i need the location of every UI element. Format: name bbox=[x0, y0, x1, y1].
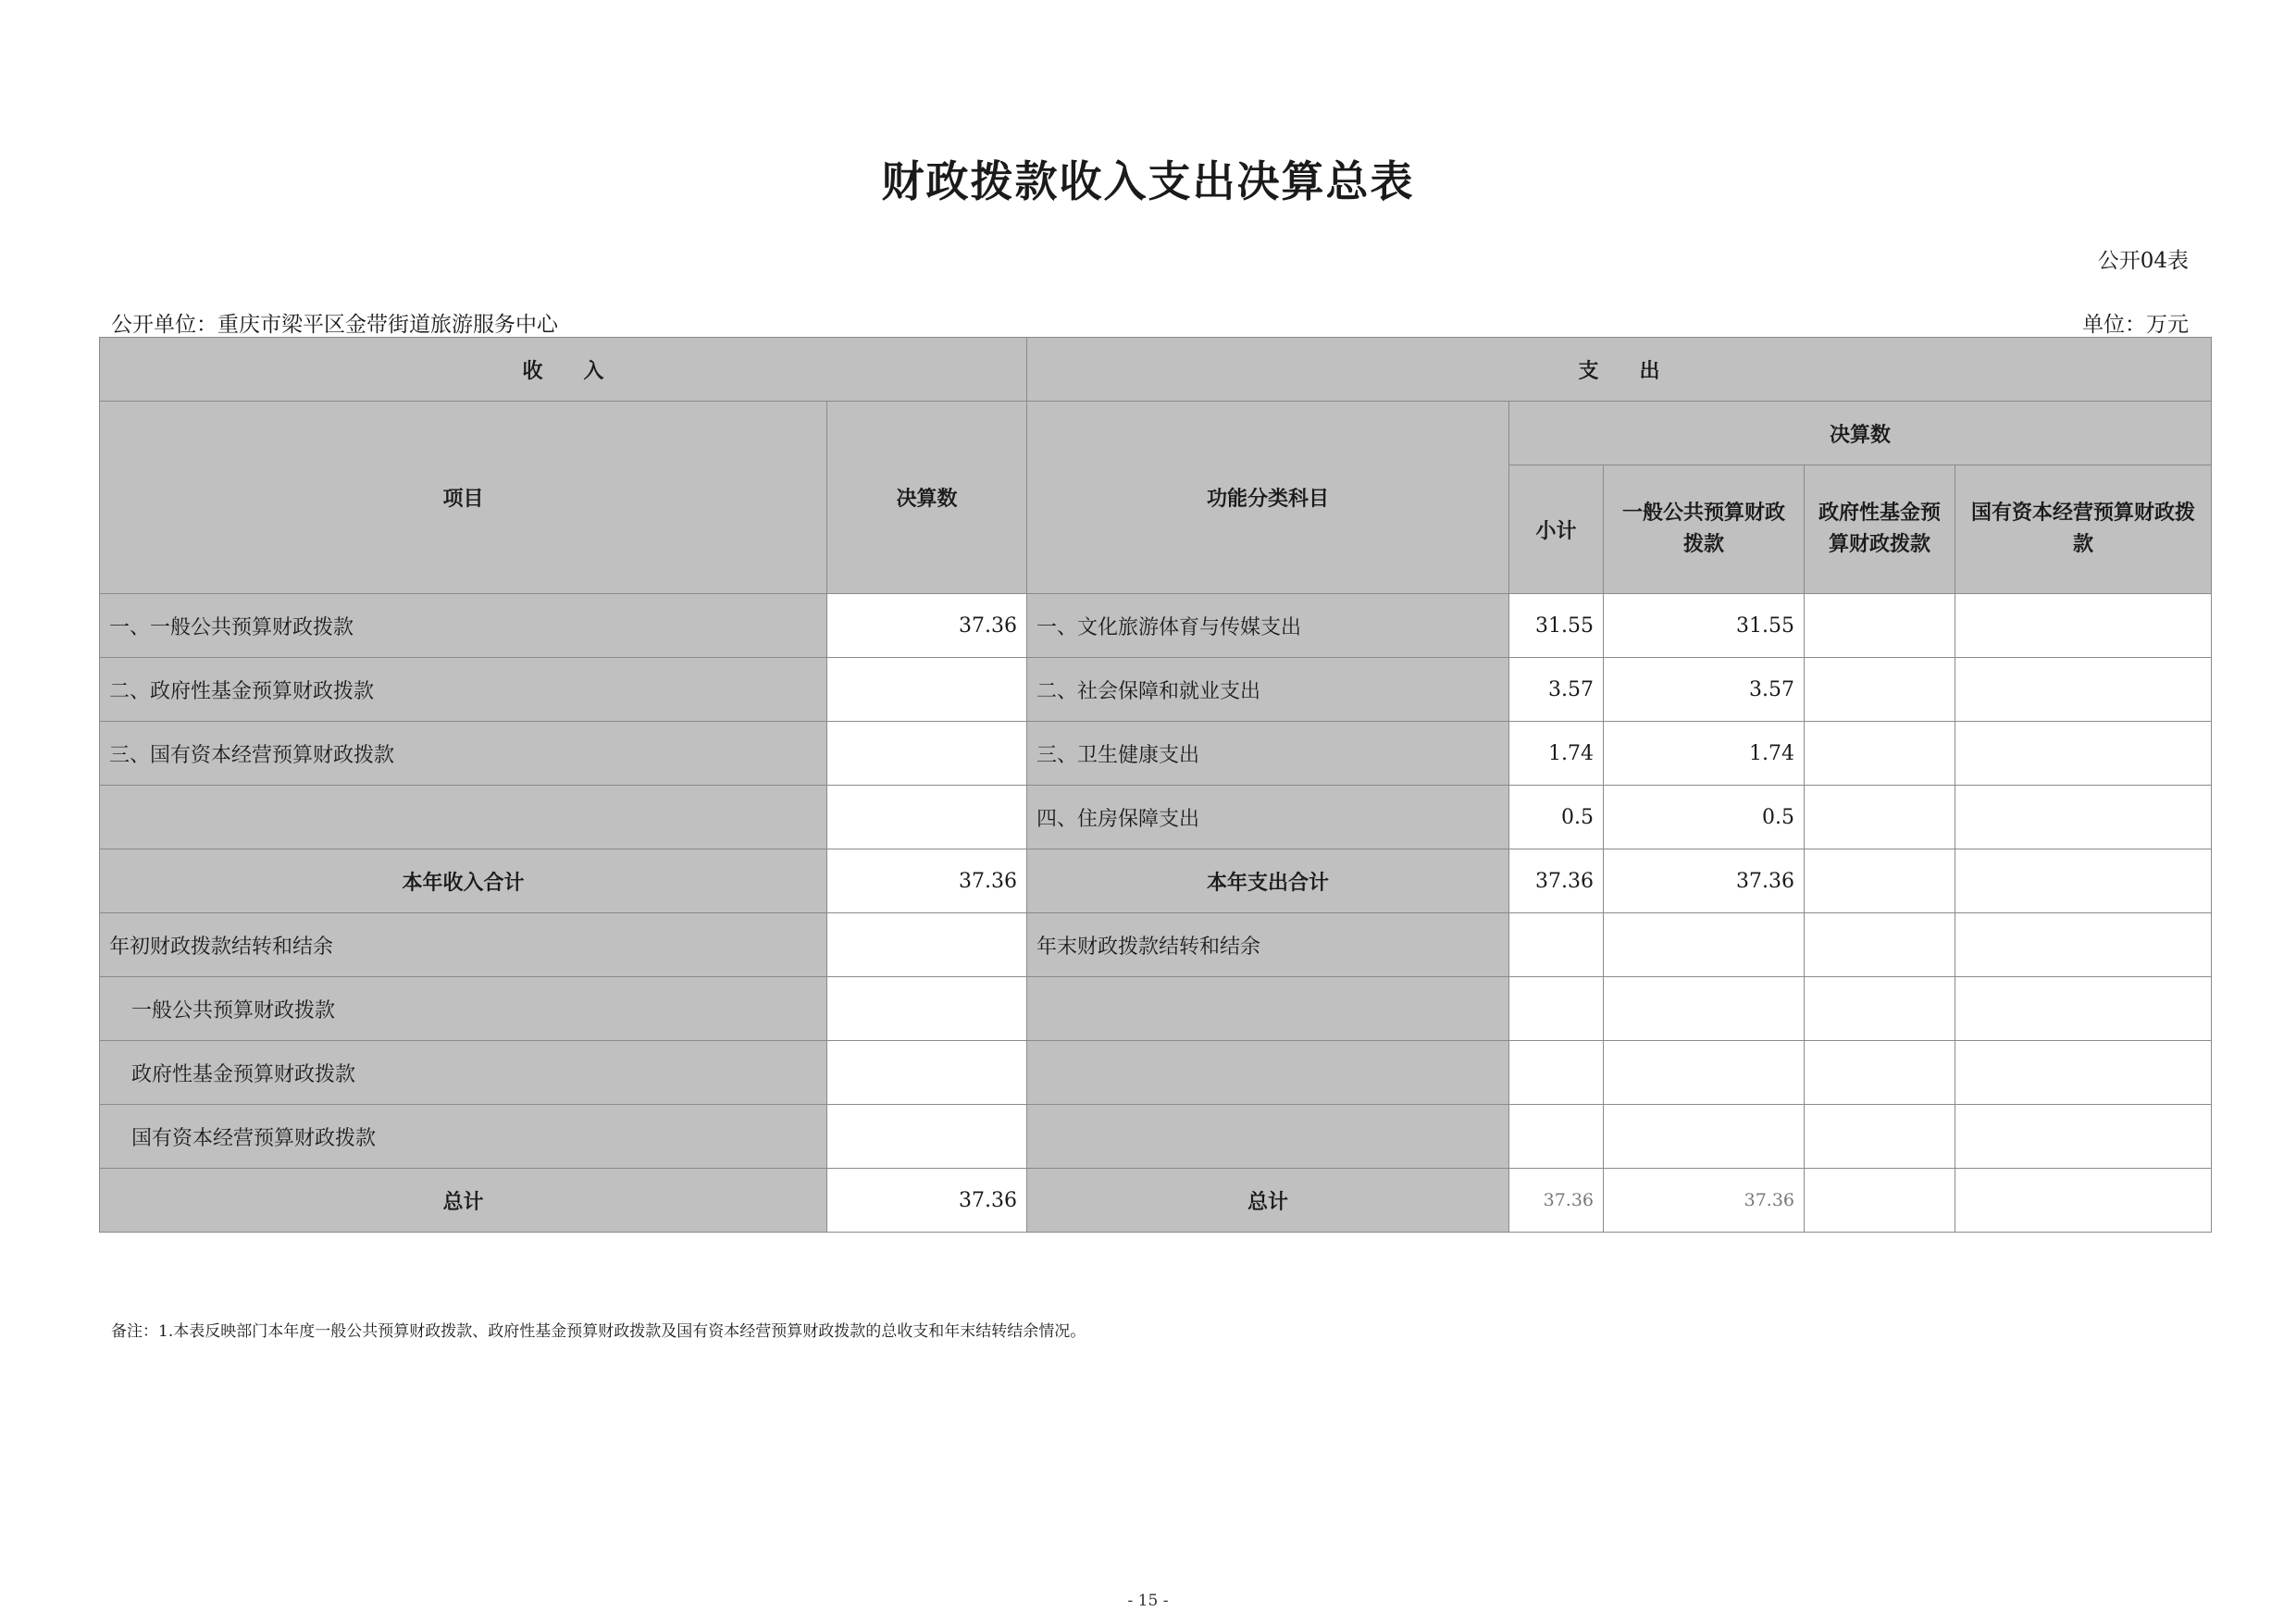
table-row bbox=[100, 722, 2212, 786]
end-carryover-label: 年末财政拨款结转和结余 bbox=[1027, 913, 1509, 977]
expense-capital bbox=[1955, 786, 2212, 849]
end-carryover-subtotal bbox=[1509, 913, 1604, 977]
expense-item: 四、住房保障支出 bbox=[1027, 786, 1509, 849]
empty-cell bbox=[1955, 1041, 2212, 1105]
grand-expense-capital bbox=[1955, 1169, 2212, 1233]
header-row-1 bbox=[100, 338, 2212, 402]
expense-fund bbox=[1805, 722, 1955, 786]
expense-general: 3.57 bbox=[1604, 658, 1805, 722]
form-code: 公开04表 bbox=[2097, 249, 2189, 273]
income-item: 三、国有资本经营预算财政拨款 bbox=[100, 722, 827, 786]
income-item: 二、政府性基金预算财政拨款 bbox=[100, 658, 827, 722]
grand-income-total-label: 总计 bbox=[100, 1169, 827, 1233]
expense-capital bbox=[1955, 594, 2212, 658]
begin-carryover-amount bbox=[827, 913, 1027, 977]
expense-item: 一、文化旅游体育与传媒支出 bbox=[1027, 594, 1509, 658]
state-capital-header: 国有资本经营预算财政拨款 bbox=[1955, 465, 2212, 594]
expense-header: 支 出 bbox=[1027, 338, 2212, 402]
grand-expense-general: 37.36 bbox=[1604, 1169, 1805, 1233]
grand-total-row bbox=[100, 1169, 2212, 1233]
empty-cell bbox=[1604, 977, 1805, 1041]
grand-expense-subtotal: 37.36 bbox=[1509, 1169, 1604, 1233]
end-carryover-general bbox=[1604, 913, 1805, 977]
empty-cell bbox=[1509, 1105, 1604, 1169]
table-row bbox=[100, 658, 2212, 722]
income-amount bbox=[827, 786, 1027, 849]
page-title: 财政拨款收入支出决算总表 bbox=[881, 156, 1415, 206]
budget-summary-table bbox=[99, 337, 2212, 1233]
carryover-sub-item: 国有资本经营预算财政拨款 bbox=[100, 1105, 827, 1169]
currency-unit: 单位：万元 bbox=[2082, 313, 2189, 337]
header-row-2 bbox=[100, 402, 2212, 465]
empty-cell bbox=[1509, 977, 1604, 1041]
year-expense-fund bbox=[1805, 849, 1955, 913]
carryover-expense-blank bbox=[1027, 1105, 1509, 1169]
income-amount: 37.36 bbox=[827, 594, 1027, 658]
table-row bbox=[100, 786, 2212, 849]
amount-header: 决算数 bbox=[827, 402, 1027, 594]
expense-subtotal: 1.74 bbox=[1509, 722, 1604, 786]
expense-general: 1.74 bbox=[1604, 722, 1805, 786]
expense-subtotal: 0.5 bbox=[1509, 786, 1604, 849]
grand-income-total-amount: 37.36 bbox=[827, 1169, 1027, 1233]
general-public-header: 一般公共预算财政拨款 bbox=[1604, 465, 1805, 594]
empty-cell bbox=[1805, 1105, 1955, 1169]
carryover-sub-amount bbox=[827, 977, 1027, 1041]
grand-expense-fund bbox=[1805, 1169, 1955, 1233]
reporting-unit: 公开单位：重庆市梁平区金带街道旅游服务中心 bbox=[111, 313, 558, 337]
expense-item: 三、卫生健康支出 bbox=[1027, 722, 1509, 786]
carryover-sub-row bbox=[100, 1041, 2212, 1105]
income-amount bbox=[827, 658, 1027, 722]
expense-general: 31.55 bbox=[1604, 594, 1805, 658]
table-row bbox=[100, 594, 2212, 658]
empty-cell bbox=[1604, 1105, 1805, 1169]
year-expense-total-label: 本年支出合计 bbox=[1027, 849, 1509, 913]
carryover-sub-row bbox=[100, 977, 2212, 1041]
year-expense-general: 37.36 bbox=[1604, 849, 1805, 913]
expense-fund bbox=[1805, 658, 1955, 722]
end-carryover-capital bbox=[1955, 913, 2212, 977]
expense-capital bbox=[1955, 722, 2212, 786]
carryover-sub-amount bbox=[827, 1105, 1027, 1169]
year-expense-capital bbox=[1955, 849, 2212, 913]
year-total-row bbox=[100, 849, 2212, 913]
empty-cell bbox=[1509, 1041, 1604, 1105]
income-item bbox=[100, 786, 827, 849]
empty-cell bbox=[1805, 977, 1955, 1041]
end-carryover-fund bbox=[1805, 913, 1955, 977]
expense-subtotal: 3.57 bbox=[1509, 658, 1604, 722]
year-income-total-label: 本年收入合计 bbox=[100, 849, 827, 913]
expense-capital bbox=[1955, 658, 2212, 722]
carryover-sub-item: 政府性基金预算财政拨款 bbox=[100, 1041, 827, 1105]
carryover-expense-blank bbox=[1027, 977, 1509, 1041]
expense-subtotal: 31.55 bbox=[1509, 594, 1604, 658]
footnote: 备注：1.本表反映部门本年度一般公共预算财政拨款、政府性基金预算财政拨款及国有资本经营预算财政拨款的总收支和年末结转结余情况。 bbox=[111, 1322, 1086, 1341]
carryover-sub-row bbox=[100, 1105, 2212, 1169]
function-class-header: 功能分类科目 bbox=[1027, 402, 1509, 594]
expense-fund bbox=[1805, 786, 1955, 849]
page-number: - 15 - bbox=[1127, 1592, 1169, 1610]
begin-carryover-label: 年初财政拨款结转和结余 bbox=[100, 913, 827, 977]
empty-cell bbox=[1955, 977, 2212, 1041]
income-header: 收 入 bbox=[100, 338, 1027, 402]
expense-fund bbox=[1805, 594, 1955, 658]
empty-cell bbox=[1604, 1041, 1805, 1105]
carryover-row bbox=[100, 913, 2212, 977]
empty-cell bbox=[1805, 1041, 1955, 1105]
item-header: 项目 bbox=[100, 402, 827, 594]
final-amount-header: 决算数 bbox=[1509, 402, 2212, 465]
subtotal-header: 小计 bbox=[1509, 465, 1604, 594]
expense-item: 二、社会保障和就业支出 bbox=[1027, 658, 1509, 722]
income-item: 一、一般公共预算财政拨款 bbox=[100, 594, 827, 658]
year-expense-subtotal: 37.36 bbox=[1509, 849, 1604, 913]
expense-general: 0.5 bbox=[1604, 786, 1805, 849]
gov-fund-header: 政府性基金预算财政拨款 bbox=[1805, 465, 1955, 594]
year-income-total-amount: 37.36 bbox=[827, 849, 1027, 913]
income-amount bbox=[827, 722, 1027, 786]
carryover-sub-amount bbox=[827, 1041, 1027, 1105]
carryover-expense-blank bbox=[1027, 1041, 1509, 1105]
carryover-sub-item: 一般公共预算财政拨款 bbox=[100, 977, 827, 1041]
grand-expense-total-label: 总计 bbox=[1027, 1169, 1509, 1233]
empty-cell bbox=[1955, 1105, 2212, 1169]
